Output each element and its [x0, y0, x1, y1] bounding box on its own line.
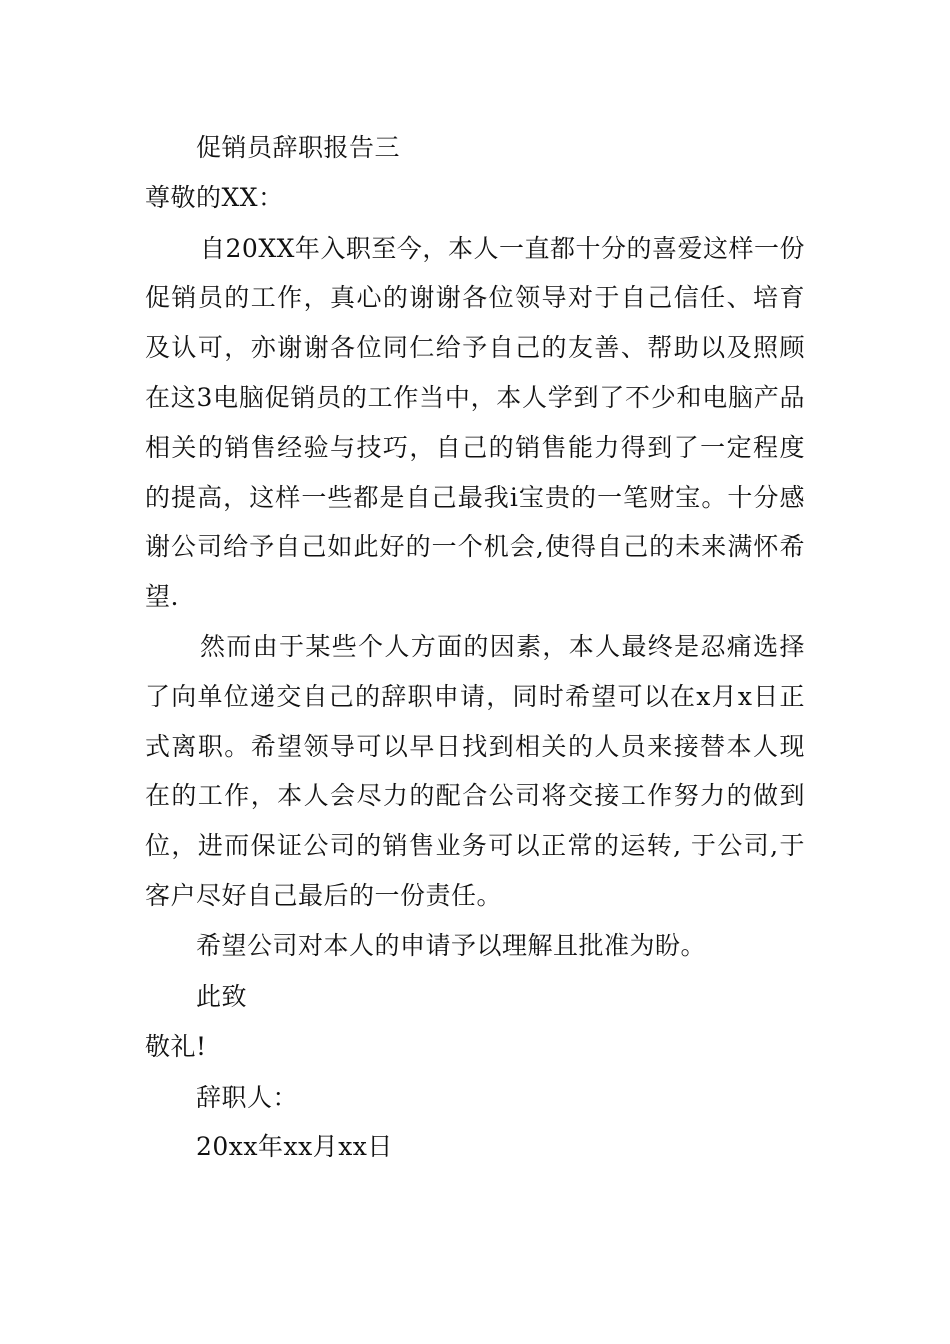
paragraph-2-line: 然而由于某些个人方面的因素，本人最终是忍痛选择 [200, 632, 805, 661]
document-title: 促销员辞职报告三 [196, 133, 401, 162]
paragraph-1-line: 相关的销售经验与技巧，自己的销售能力得到了一定程度 [145, 433, 805, 462]
paragraph-1-line: 在这3电脑促销员的工作当中，本人学到了不少和电脑产品 [145, 383, 805, 412]
paragraph-1-line: 谢公司给予自己如此好的一个机会,使得自己的未来满怀希 [145, 532, 805, 561]
paragraph-1-line: 自20XX年入职至今，本人一直都十分的喜爱这样一份 [200, 234, 805, 263]
paragraph-2-line: 式离职。希望领导可以早日找到相关的人员来接替本人现 [145, 732, 805, 761]
closing-jingli: 敬礼! [145, 1032, 207, 1061]
salutation: 尊敬的XX： [145, 183, 284, 212]
signer-label: 辞职人： [196, 1083, 299, 1112]
document-date: 20xx年xx月xx日 [196, 1132, 393, 1161]
paragraph-1-line: 望. [145, 582, 179, 611]
closing-cizhi: 此致 [196, 982, 248, 1011]
paragraph-2-line: 位，进而保证公司的销售业务可以正常的运转, 于公司,于 [145, 831, 805, 860]
closing-request: 希望公司对本人的申请予以理解且批准为盼。 [196, 931, 707, 960]
paragraph-1-line: 促销员的工作，真心的谢谢各位领导对于自己信任、培育 [145, 283, 805, 312]
paragraph-2-line: 了向单位递交自己的辞职申请，同时希望可以在x月x日正 [145, 682, 805, 711]
paragraph-1-line: 及认可，亦谢谢各位同仁给予自己的友善、帮助以及照顾 [145, 333, 805, 362]
paragraph-2-line: 客户尽好自己最后的一份责任。 [145, 881, 503, 910]
paragraph-1-line: 的提高，这样一些都是自己最我i宝贵的一笔财宝。十分感 [145, 483, 805, 512]
paragraph-2-line: 在的工作，本人会尽力的配合公司将交接工作努力的做到 [145, 781, 805, 810]
